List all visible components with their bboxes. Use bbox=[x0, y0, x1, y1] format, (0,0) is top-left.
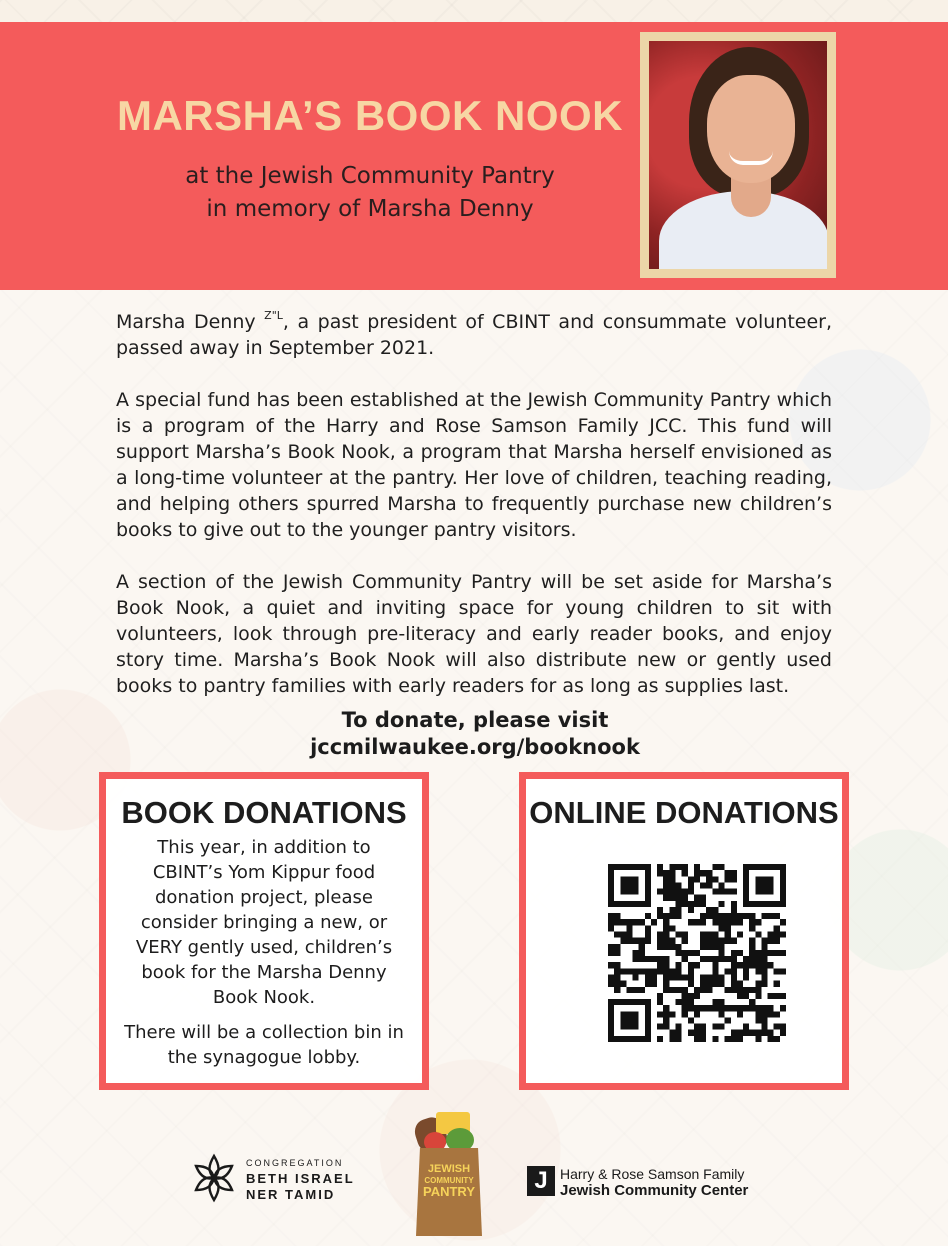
jcc-line-1: Harry & Rose Samson Family bbox=[560, 1166, 745, 1182]
portrait-photo-frame bbox=[640, 32, 836, 278]
cbint-logo bbox=[190, 1152, 390, 1204]
pantry-line-2: COMMUNITY bbox=[424, 1176, 474, 1185]
page-title: MARSHA’S BOOK NOOK bbox=[116, 92, 624, 139]
book-donations-title: BOOK DONATIONS bbox=[121, 795, 407, 830]
portrait-photo bbox=[649, 41, 827, 269]
donate-line: To donate, please visit bbox=[341, 708, 609, 732]
sponsor-logos bbox=[0, 1100, 948, 1246]
jcc-logo bbox=[527, 1162, 807, 1202]
pantry-logo-text bbox=[420, 1164, 478, 1197]
qr-code-graphic bbox=[604, 864, 790, 1042]
paragraph-1-text: , a past president of CBINT and consummate volunteer, passed away in September 2021. bbox=[116, 311, 833, 359]
paragraph-3: A section of the Jewish Community Pantry will be set aside for Marsha’s Book Nook, a quiet and inviting space for young children to sit with volunteers, look through pre-literacy and early reader books, and enjoy story time. Marsha’s Book Nook will also distribute new or gently used books to pantry families with early readers for as long as supplies last. bbox=[116, 571, 832, 697]
online-donations-box bbox=[519, 772, 849, 1090]
donate-callout bbox=[240, 707, 710, 761]
cbint-small-label: CONGREGATION bbox=[246, 1158, 344, 1168]
collection-bin-text: There will be a collection bin in the synagogue lobby. bbox=[124, 1022, 404, 1068]
pantry-line-3: PANTRY bbox=[423, 1184, 475, 1199]
honorific-text: Z"L bbox=[264, 309, 283, 322]
flower-star-icon bbox=[190, 1152, 238, 1204]
page-subtitle bbox=[120, 160, 620, 226]
pantry-line-1: JEWISH bbox=[427, 1163, 471, 1175]
jcc-mark-icon: J bbox=[527, 1166, 555, 1196]
body-text bbox=[116, 303, 832, 725]
jcc-line-2: Jewish Community Center bbox=[560, 1182, 749, 1199]
paragraph-2: A special fund has been established at the Jewish Community Pantry which is a program of the Harry and Rose Samson Family JCC. This fund will support Marsha’s Book Nook, a program that Marsha herself envisioned as a long-time volunteer at the pantry. Her love of children, teaching reading, and helping others spurred Marsha to frequently purchase new children’s books to give out to the younger pantry visitors. bbox=[116, 389, 832, 541]
subtitle-line-2: in memory of Marsha Denny bbox=[206, 196, 534, 222]
paragraph-1 bbox=[116, 303, 832, 361]
cbint-name-line-2: NER TAMID bbox=[246, 1187, 336, 1202]
online-donations-title: ONLINE DONATIONS bbox=[529, 795, 839, 830]
donate-url-link[interactable]: jccmilwaukee.org/booknook bbox=[310, 735, 640, 759]
book-donations-box bbox=[99, 772, 429, 1090]
cbint-name-line-1: BETH ISRAEL bbox=[246, 1171, 355, 1186]
name-text: Marsha Denny bbox=[116, 311, 256, 333]
pantry-logo bbox=[406, 1106, 490, 1240]
book-donations-text: This year, in addition to CBINT’s Yom Kippur food donation project, please consider bringing a new, or VERY gently used, children’s book for the Marsha Denny Book Nook. bbox=[135, 837, 393, 1008]
qr-code[interactable] bbox=[594, 854, 800, 1052]
subtitle-line-1: at the Jewish Community Pantry bbox=[185, 163, 555, 189]
